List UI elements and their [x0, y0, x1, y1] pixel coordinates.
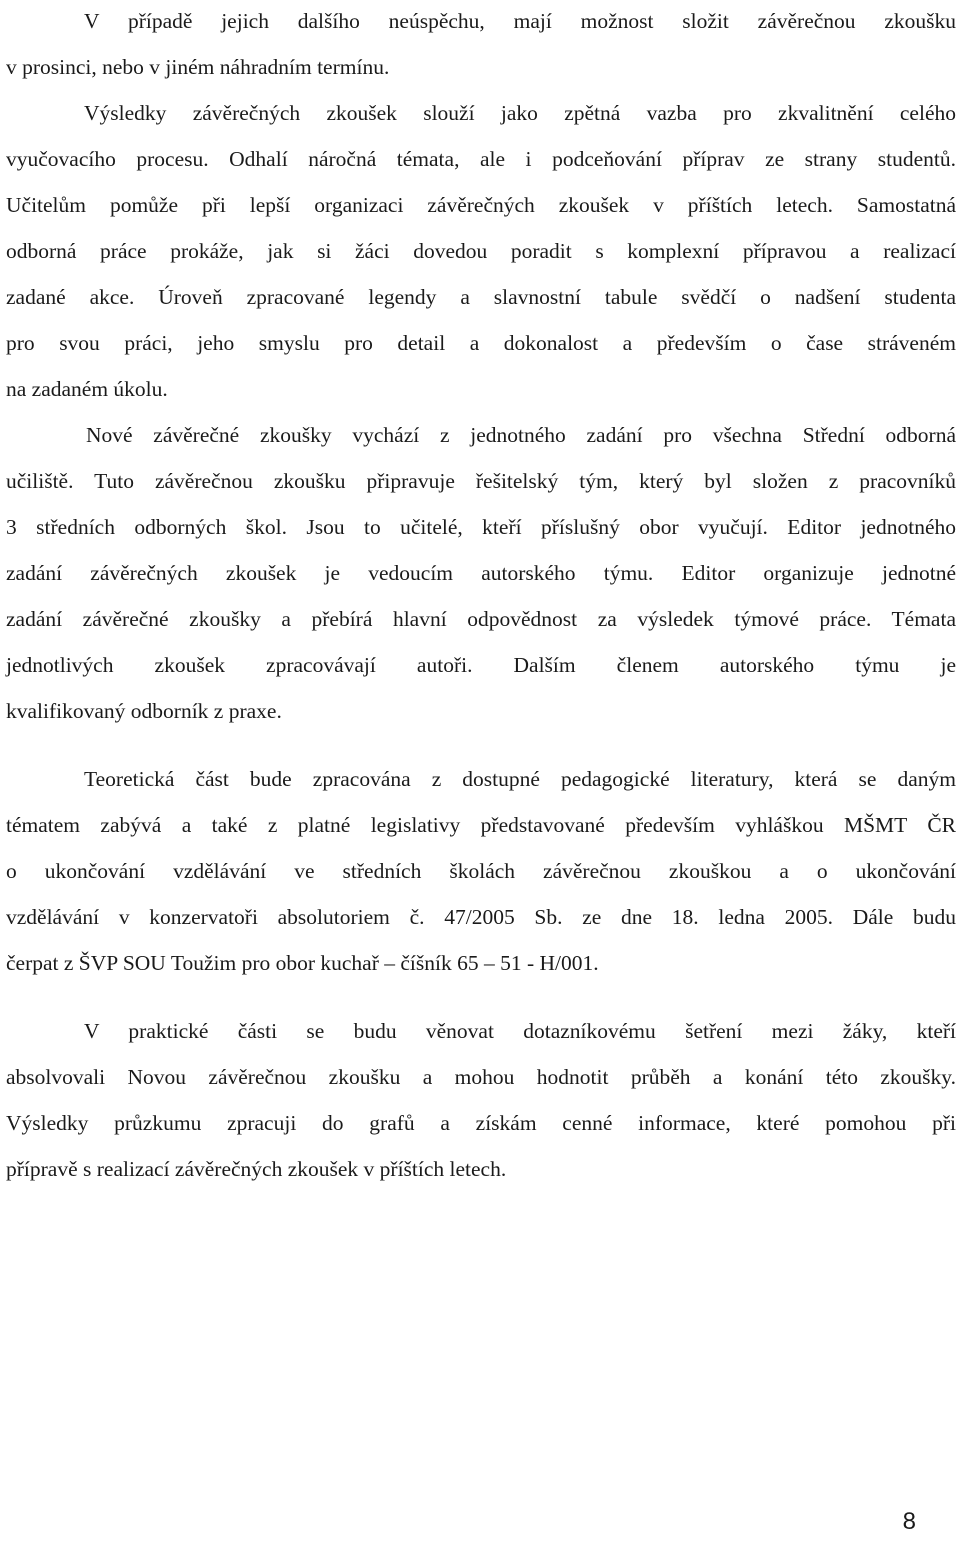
text-line: učiliště. Tuto závěrečnou zkoušku připravuje řešitelský tým, který byl složen z pracovníků: [6, 469, 956, 493]
text-line: Nové závěrečné zkoušky vychází z jednotného zadání pro všechna Střední odborná: [86, 423, 956, 447]
text-line: zadané akce. Úroveň zpracované legendy a slavnostní tabule svědčí o nadšení studenta: [6, 285, 956, 309]
paragraph-4: [6, 756, 956, 986]
text-line: V případě jejich dalšího neúspěchu, mají možnost složit závěrečnou zkoušku: [84, 9, 956, 33]
text-line: 3 středních odborných škol. Jsou to učitelé, kteří příslušný obor vyučují. Editor jednotného: [6, 515, 956, 539]
paragraph-1: [6, 0, 956, 90]
text-line: Teoretická část bude zpracována z dostupné pedagogické literatury, která se daným: [84, 767, 956, 791]
text-line: absolvovali Novou závěrečnou zkoušku a mohou hodnotit průběh a konání této zkoušky.: [6, 1065, 956, 1089]
text-line: vzdělávání v konzervatoři absolutoriem č. 47/2005 Sb. ze dne 18. ledna 2005. Dále budu: [6, 905, 956, 929]
text-line: pro svou práci, jeho smyslu pro detail a dokonalost a především o čase stráveném: [6, 331, 956, 355]
paragraph-5: [6, 1008, 956, 1192]
text-line: Výsledky průzkumu zpracuji do grafů a získám cenné informace, které pomohou při: [6, 1111, 956, 1135]
text-line: jednotlivých zkoušek zpracovávají autoři. Dalším členem autorského týmu je: [6, 653, 956, 677]
text-line: zadání závěrečných zkoušek je vedoucím autorského týmu. Editor organizuje jednotné: [6, 561, 956, 585]
paragraph-3: [6, 412, 956, 734]
text-line: zadání závěrečné zkoušky a přebírá hlavní odpovědnost za výsledek týmové práce. Témata: [6, 607, 956, 631]
paragraph-2: [6, 90, 956, 412]
text-line: o ukončování vzdělávání ve středních školách závěrečnou zkouškou a o ukončování: [6, 859, 956, 883]
text-line: čerpat z ŠVP SOU Toužim pro obor kuchař – číšník 65 – 51 - H/001.: [6, 951, 599, 975]
text-line: vyučovacího procesu. Odhalí náročná témata, ale i podceňování příprav ze strany studentů.: [6, 147, 956, 171]
text-line: Výsledky závěrečných zkoušek slouží jako zpětná vazba pro zkvalitnění celého: [84, 101, 956, 125]
text-line: odborná práce prokáže, jak si žáci dovedou poradit s komplexní přípravou a realizací: [6, 239, 956, 263]
text-line: v prosinci, nebo v jiném náhradním termínu.: [6, 55, 390, 79]
text-line: V praktické části se budu věnovat dotazníkovému šetření mezi žáky, kteří: [84, 1019, 956, 1043]
text-line: přípravě s realizací závěrečných zkoušek v příštích letech.: [6, 1157, 507, 1181]
text-line: Učitelům pomůže při lepší organizaci závěrečných zkoušek v příštích letech. Samostatná: [6, 193, 956, 217]
document-page: [6, 0, 956, 1192]
page-number: 8: [902, 1508, 916, 1535]
text-line: tématem zabývá a také z platné legislativy představované především vyhláškou MŠMT ČR: [6, 813, 956, 837]
text-line: kvalifikovaný odborník z praxe.: [6, 699, 282, 723]
text-line: na zadaném úkolu.: [6, 377, 168, 401]
